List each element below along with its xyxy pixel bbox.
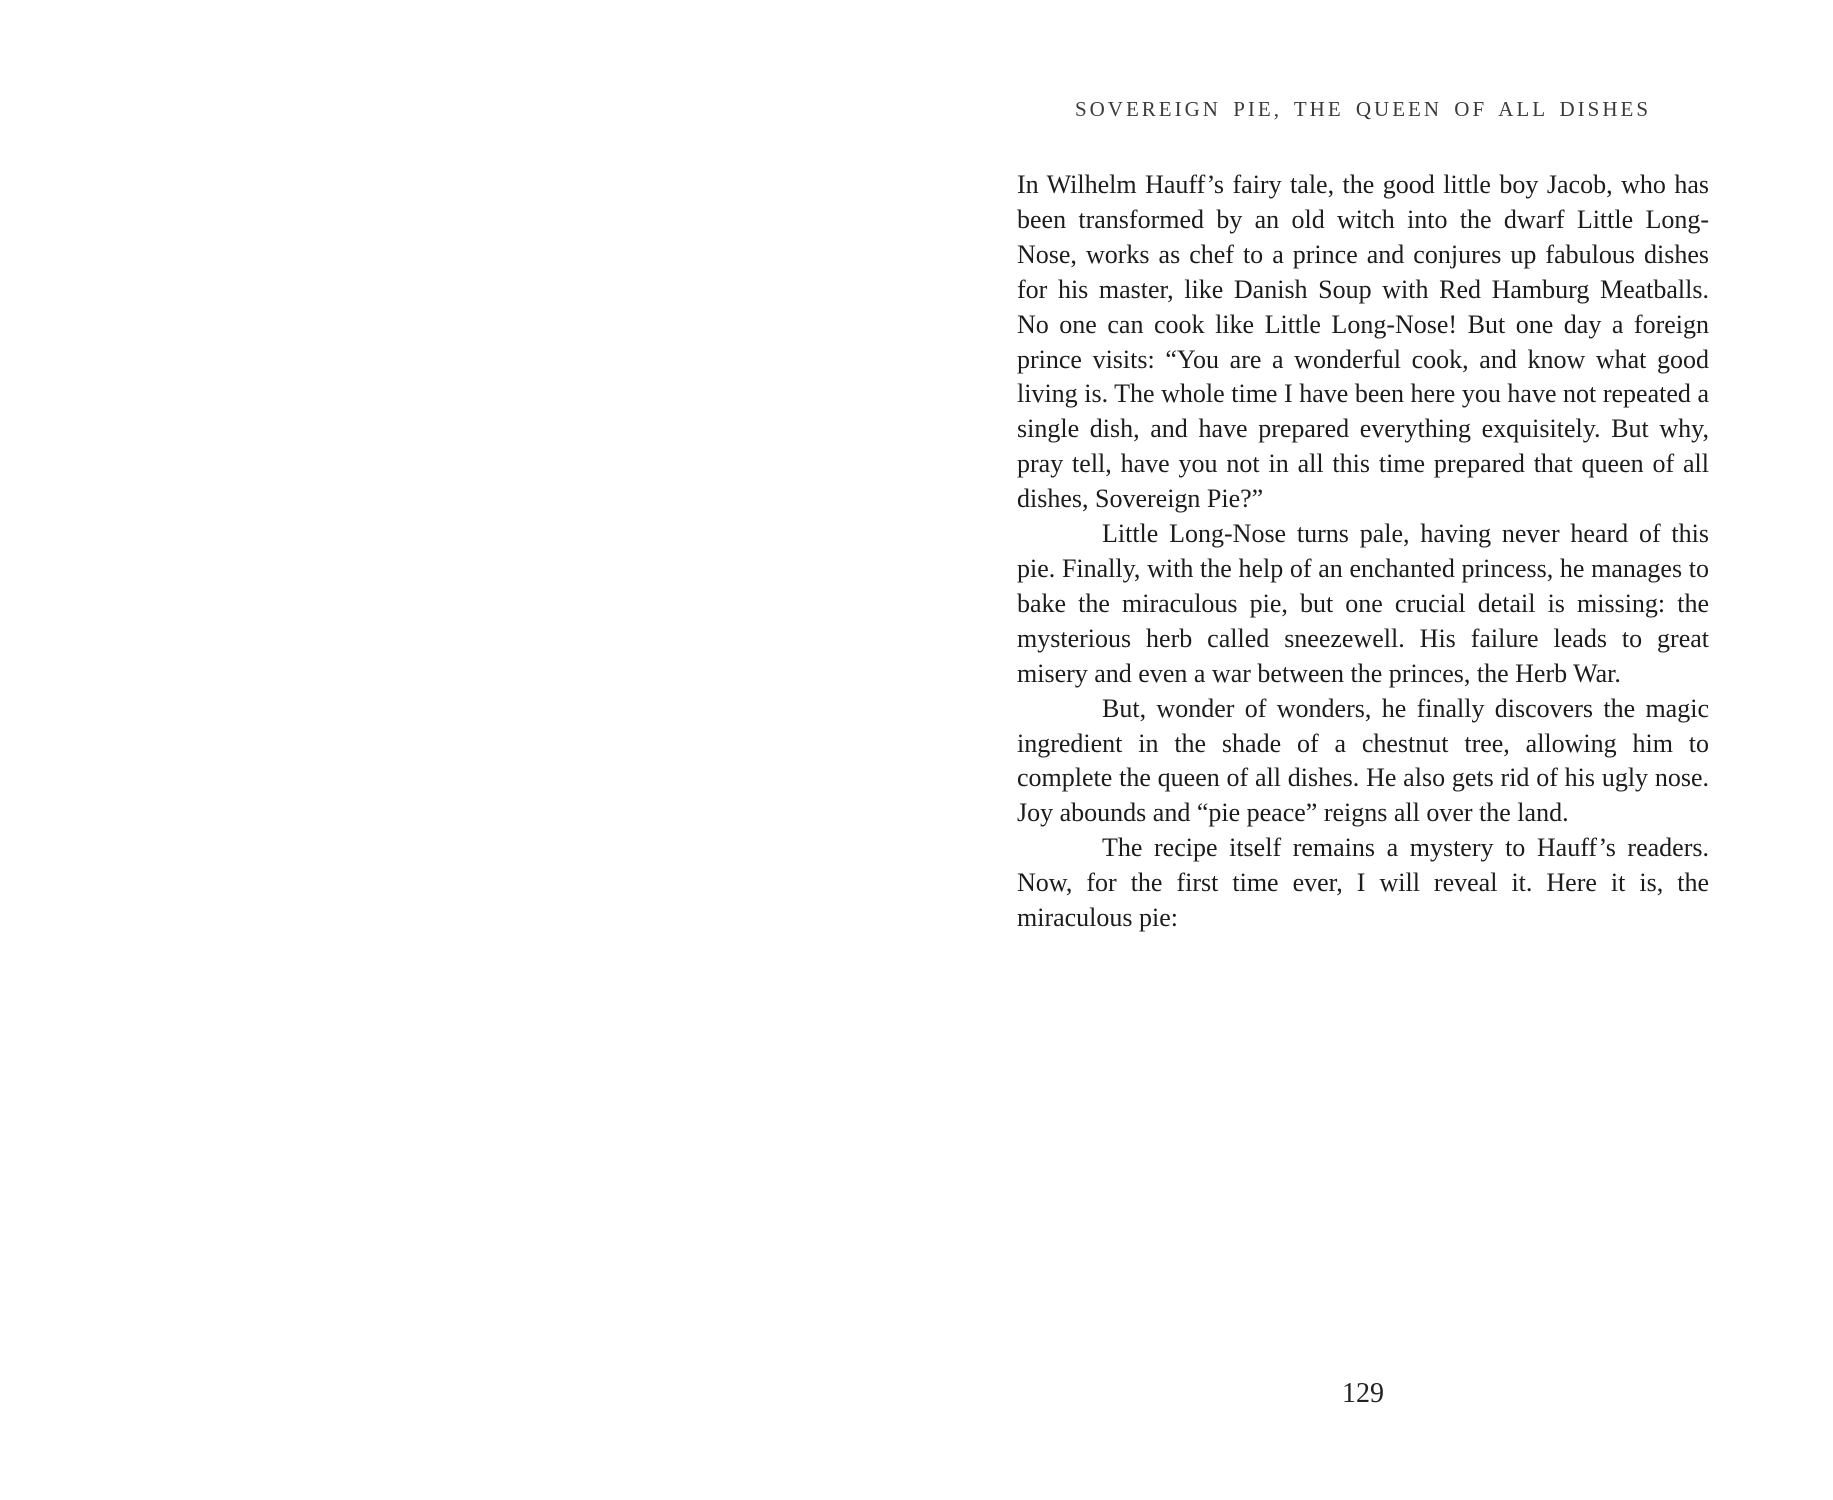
running-header: SOVEREIGN PIE, THE QUEEN OF ALL DISHES	[1074, 97, 1652, 121]
body-paragraph: The recipe itself remains a mystery to Hauff’s readers. Now, for the first time ever, I will reveal it. Here it is, the miraculous pie:	[1017, 833, 1709, 933]
body-paragraph: But, wonder of wonders, he finally discovers the magic ingredient in the shade of a chestnut tree, allowing him to complete the queen of all dishes. He also gets rid of his ugly nose. Joy abounds and “pie peace” reigns all over the land.	[1017, 693, 1709, 828]
body-paragraph: In Wilhelm Hauff’s fairy tale, the good little boy Jacob, who has been transformed by an old witch into the dwarf Little Long-Nose, works as chef to a prince and conjures up fabulous dishes for his master, like Danish Soup with Red Hamburg Meatballs. No one can cook like Little Long-Nose! But one day a foreign prince visits: “You are a wonderful cook, and know what good living is. The whole time I have been here you have not repeated a single dish, and have prepared everything exquisitely. But why, pray tell, have you not in all this time prepared that queen of all dishes, Sovereign Pie?”	[1017, 170, 1709, 514]
page-number: 129	[1342, 1378, 1384, 1409]
text-block	[1017, 168, 1709, 936]
body-paragraph: Little Long-Nose turns pale, having never heard of this pie. Finally, with the help of an enchanted princess, he manages to bake the miraculous pie, but one crucial detail is missing: the mysterious herb called sneezewell. His failure leads to great misery and even a war between the princes, the Herb War.	[1017, 519, 1709, 688]
